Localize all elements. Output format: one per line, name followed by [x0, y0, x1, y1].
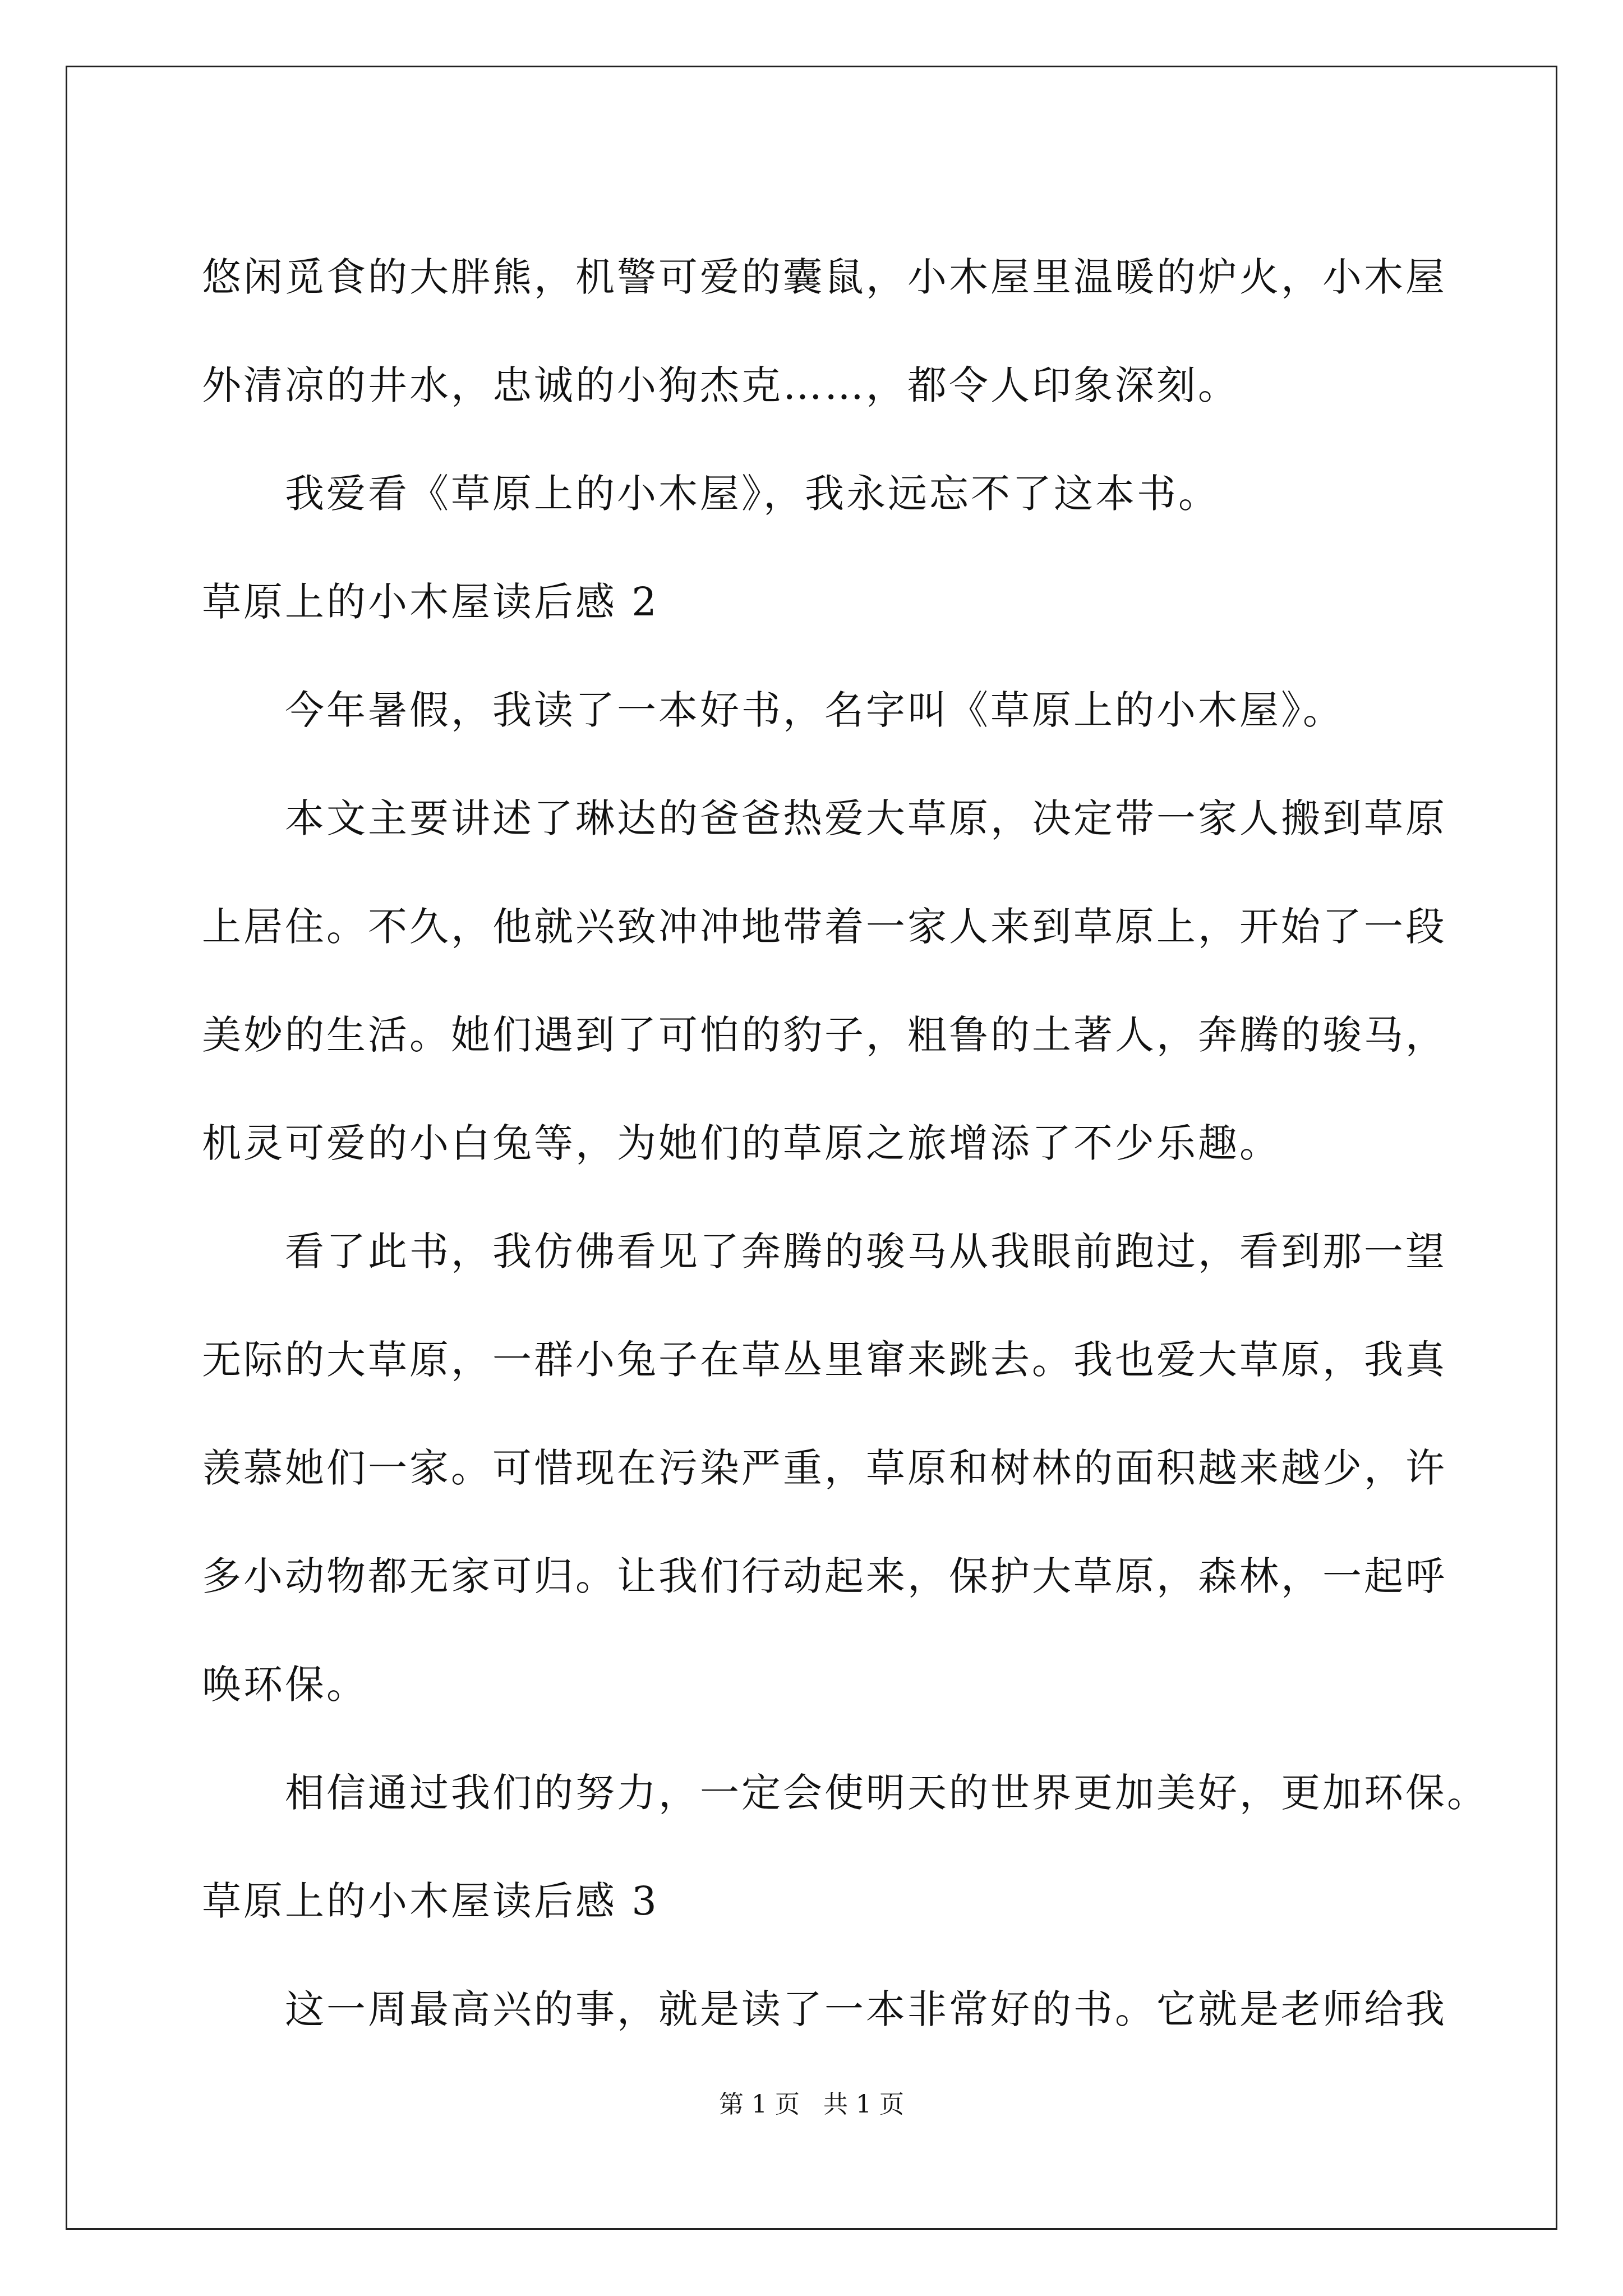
- page-number-footer: 第 1 页 共 1 页: [719, 2090, 904, 2119]
- paragraph-line: 本文主要讲述了琳达的爸爸热爱大草原，决定带一家人搬到草原: [285, 795, 1447, 841]
- text-line: 机灵可爱的小白兔等，为她们的草原之旅增添了不少乐趣。: [202, 1120, 1281, 1166]
- text-line: 上居住。不久，他就兴致冲冲地带着一家人来到草原上，开始了一段: [202, 904, 1447, 950]
- text-line: 唤环保。: [202, 1662, 368, 1708]
- text-line: 美妙的生活。她们遇到了可怕的豹子，粗鲁的土著人，奔腾的骏马，: [202, 1012, 1447, 1058]
- section-heading: 草原上的小木屋读后感 2: [202, 579, 659, 625]
- paragraph-line: 这一周最高兴的事，就是读了一本非常好的书。它就是老师给我: [285, 1986, 1447, 2032]
- paragraph-line: 我爱看《草原上的小木屋》，我永远忘不了这本书。: [285, 471, 1220, 517]
- paragraph-line: 今年暑假，我读了一本好书，名字叫《草原上的小木屋》。: [285, 687, 1344, 733]
- paragraph-line: 相信通过我们的努力，一定会使明天的世界更加美好，更加环保。: [285, 1770, 1488, 1816]
- paragraph-line: 看了此书，我仿佛看见了奔腾的骏马从我眼前跑过，看到那一望: [285, 1228, 1447, 1274]
- text-line: 无际的大草原，一群小兔子在草丛里窜来跳去。我也爱大草原，我真: [202, 1337, 1447, 1383]
- text-line: 外清凉的井水，忠诚的小狗杰克……，都令人印象深刻。: [202, 362, 1239, 408]
- text-line: 多小动物都无家可归。让我们行动起来，保护大草原，森林，一起呼: [202, 1553, 1447, 1599]
- section-heading: 草原上的小木屋读后感 3: [202, 1878, 659, 1924]
- text-line: 悠闲觅食的大胖熊，机警可爱的囊鼠，小木屋里温暖的炉火，小木屋: [202, 254, 1447, 300]
- document-body: [202, 223, 1488, 2064]
- text-line: 羡慕她们一家。可惜现在污染严重，草原和树林的面积越来越少，许: [202, 1445, 1447, 1491]
